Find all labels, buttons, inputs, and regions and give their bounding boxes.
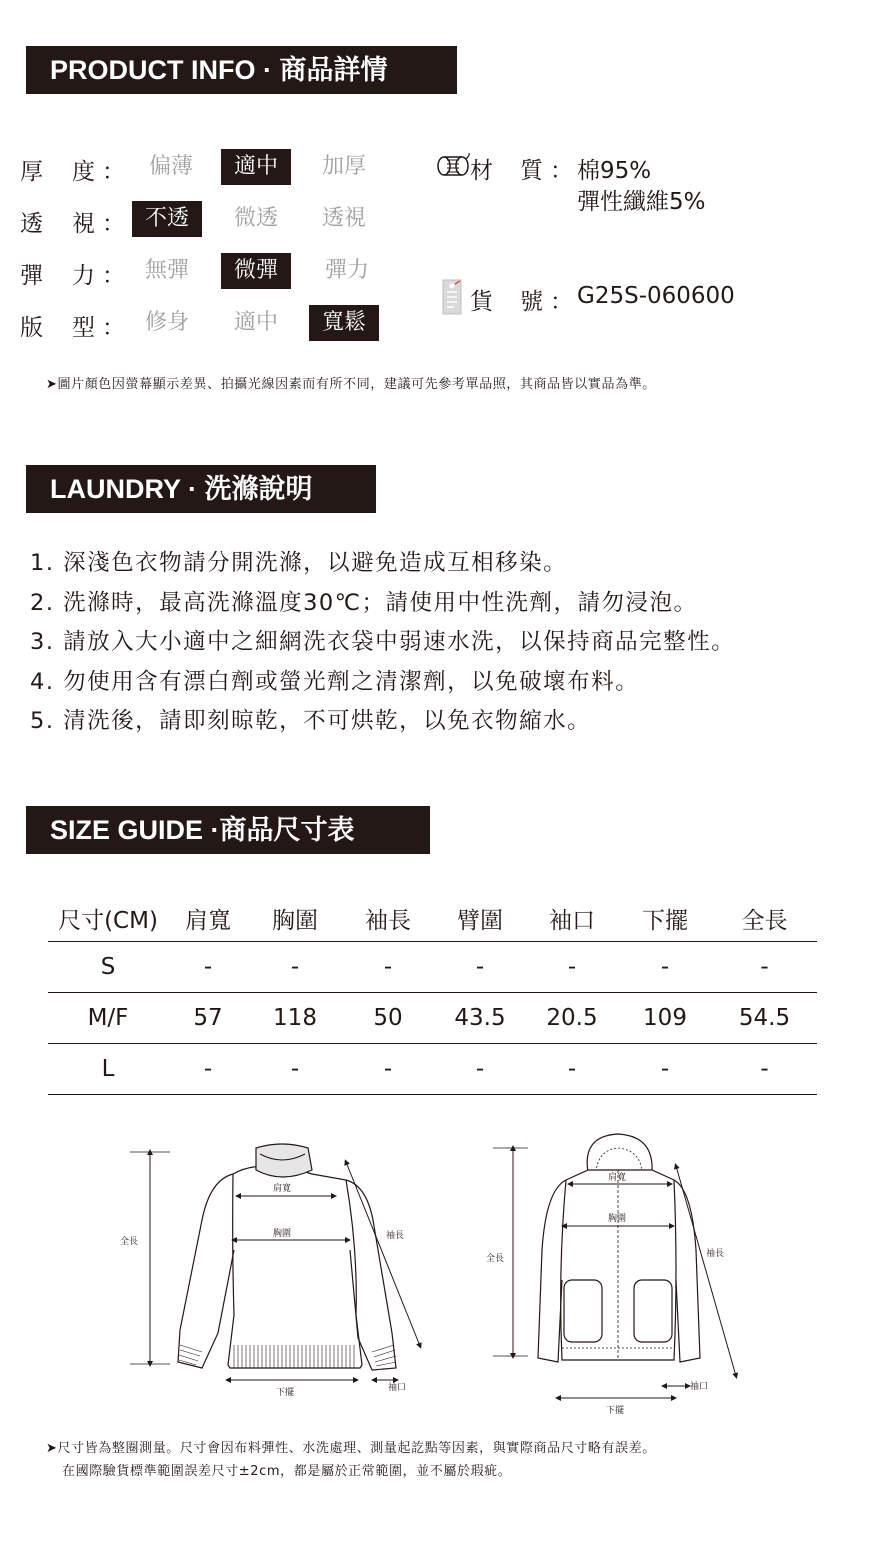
column-header: 胸圍 <box>272 907 318 934</box>
option-no-stretch: 無彈 <box>144 258 189 283</box>
column-header: 肩寬 <box>185 907 231 934</box>
value-cell: - <box>475 1056 485 1082</box>
diagram-label-shoulder: 肩寬 <box>608 1173 627 1183</box>
column-header: 下擺 <box>642 907 688 934</box>
option-slight-stretch-selected: 微彈 <box>221 253 291 289</box>
value-cell: 50 <box>373 1005 403 1031</box>
size-cell: L <box>101 1056 115 1082</box>
table-row <box>48 1044 817 1095</box>
value-cell: 43.5 <box>454 1005 506 1031</box>
value-cell: - <box>760 1056 769 1082</box>
tag-icon <box>440 278 464 318</box>
value-cell: - <box>290 954 300 980</box>
value-cell: - <box>475 954 485 980</box>
diagram-label-cuff: 袖口 <box>388 1383 407 1393</box>
size-cell: S <box>100 954 116 980</box>
value-cell: - <box>290 1056 300 1082</box>
laundry-item: 2. 洗滌時，最高洗滌溫度30℃；請使用中性洗劑，請勿浸泡。 <box>30 590 698 616</box>
option-slightly-sheer: 微透 <box>233 206 278 231</box>
laundry-item: 1. 深淺色衣物請分開洗滌，以避免造成互相移染。 <box>30 550 568 576</box>
attr-label: 度 <box>72 159 95 185</box>
column-header: 袖長 <box>365 907 411 934</box>
attr-label: 厚 <box>20 159 43 185</box>
material-value-2: 彈性纖維5% <box>577 189 706 215</box>
material-label: 材 質 ： <box>470 158 573 184</box>
attr-label: 彈 <box>20 263 43 289</box>
option-stretch: 彈力 <box>324 258 369 283</box>
option-opaque-selected: 不透 <box>132 201 202 237</box>
table-row <box>48 942 817 993</box>
option-medium-selected: 適中 <box>221 149 291 185</box>
laundry-item: 3. 請放入大小適中之細網洗衣袋中弱速水洗，以保持商品完整性。 <box>30 629 736 655</box>
size-note-2: 在國際驗貨標準範圍誤差尺寸±2cm，都是屬於正常範圍，並不屬於瑕疵。 <box>62 1464 512 1479</box>
diagram-label-sleeve: 袖長 <box>706 1249 725 1259</box>
sku-value: G25S-060600 <box>577 283 735 309</box>
option-slim: 修身 <box>144 310 189 335</box>
option-thick: 加厚 <box>321 154 366 179</box>
column-header: 尺寸(CM) <box>58 907 158 934</box>
value-cell: - <box>203 954 213 980</box>
value-cell: 109 <box>643 1005 687 1031</box>
value-cell: - <box>383 954 393 980</box>
thread-spool-icon <box>436 153 470 179</box>
material-value-1: 棉95% <box>577 158 652 184</box>
value-cell: 20.5 <box>546 1005 598 1031</box>
laundry-item: 5. 清洗後，請即刻晾乾，不可烘乾，以免衣物縮水。 <box>30 708 592 734</box>
hoodie-measurement-diagram <box>478 1130 758 1420</box>
size-guide-header: SIZE GUIDE ·商品尺寸表 <box>26 806 430 854</box>
product-info-header: PRODUCT INFO · 商品詳情 <box>26 46 457 94</box>
size-note-1: ➤尺寸皆為整圈測量。尺寸會因布料彈性、水洗處理、測量起訖點等因素，與實際商品尺寸略有誤差。 <box>46 1441 656 1456</box>
option-loose-selected: 寬鬆 <box>309 305 379 341</box>
sku-label: 貨 號 ： <box>470 289 573 315</box>
attr-label: 透 <box>20 211 43 237</box>
sweater-measurement-diagram <box>110 1140 440 1410</box>
size-cell: M/F <box>87 1005 129 1031</box>
value-cell: 57 <box>193 1005 223 1031</box>
value-cell: - <box>203 1056 213 1082</box>
diagram-label-hem: 下擺 <box>276 1388 295 1398</box>
value-cell: - <box>660 1056 670 1082</box>
diagram-label-length: 全長 <box>120 1237 139 1247</box>
option-sheer: 透視 <box>321 206 366 231</box>
value-cell: - <box>660 954 670 980</box>
value-cell: 54.5 <box>738 1005 791 1031</box>
laundry-item: 4. 勿使用含有漂白劑或螢光劑之清潔劑，以免破壞布料。 <box>30 669 640 695</box>
attr-label: 版 <box>20 315 43 341</box>
column-header: 袖口 <box>549 907 595 934</box>
option-thin: 偏薄 <box>148 154 193 179</box>
size-table <box>48 895 817 1095</box>
color-disclaimer-note: ➤圖片顏色因螢幕顯示差異、拍攝光線因素而有所不同，建議可先參考單品照，其商品皆以實品為準。 <box>46 377 656 392</box>
option-regular: 適中 <box>233 310 278 335</box>
value-cell: - <box>567 1056 577 1082</box>
value-cell: - <box>760 954 769 980</box>
diagram-label-sleeve: 袖長 <box>386 1231 405 1241</box>
diagram-label-cuff: 袖口 <box>690 1382 709 1392</box>
laundry-header: LAUNDRY · 洗滌說明 <box>26 465 376 513</box>
diagram-label-length: 全長 <box>486 1254 505 1264</box>
attr-label: 視 <box>72 211 95 237</box>
column-header: 全長 <box>741 907 788 934</box>
attr-label: 力 <box>72 263 95 289</box>
table-row <box>48 993 817 1044</box>
diagram-label-chest: 胸圍 <box>273 1229 292 1239</box>
diagram-label-shoulder: 肩寬 <box>273 1184 292 1194</box>
value-cell: 118 <box>273 1005 317 1031</box>
column-header: 臂圍 <box>457 907 503 934</box>
diagram-label-chest: 胸圍 <box>608 1214 627 1224</box>
diagram-label-hem: 下擺 <box>606 1406 625 1416</box>
value-cell: - <box>383 1056 393 1082</box>
value-cell: - <box>567 954 577 980</box>
size-table-header-row <box>48 895 817 942</box>
attr-label: 型 <box>72 315 95 341</box>
